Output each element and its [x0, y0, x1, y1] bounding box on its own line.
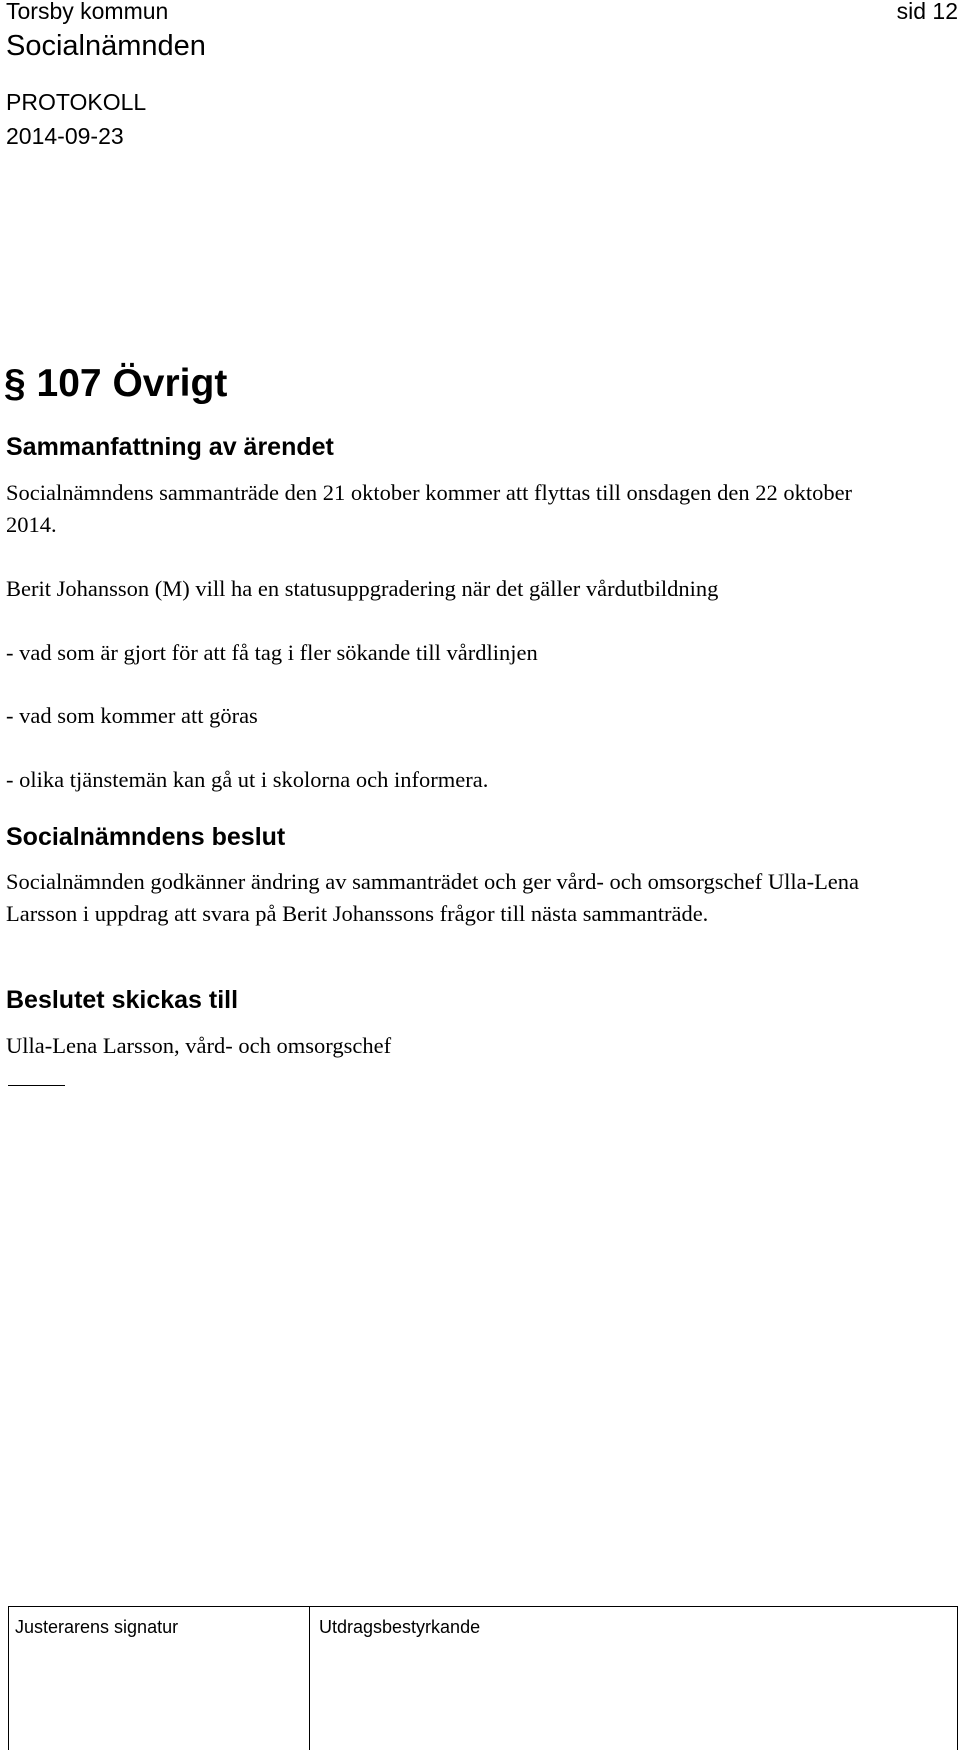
summary-paragraph: Socialnämndens sammanträde den 21 oktober kommer att flyttas till onsdagen den 22 oktober 2014. [6, 480, 853, 537]
signature-divider [309, 1607, 310, 1750]
signature-label: Justerarens signatur [15, 1617, 179, 1637]
paragraph-symbol: § [4, 362, 26, 405]
decision-text: Socialnämnden godkänner ändring av sammanträdet och ger vård- och omsorgschef Ulla-Lena Larsson i uppdrag att svara på Berit Johanssons frågor till nästa sammanträde. [6, 869, 860, 926]
document-date: 2014-09-23 [6, 123, 124, 149]
certification-label: Utdragsbestyrkande [319, 1617, 481, 1637]
document-type: PROTOKOLL [6, 89, 147, 115]
section-title-text: 107 Övrigt [36, 362, 228, 405]
page-number: sid 12 [896, 0, 958, 24]
sent-to-heading: Beslutet skickas till [6, 986, 239, 1014]
summary-list-item: - vad som är gjort för att få tag i fler sökande till vårdlinjen [6, 640, 538, 665]
committee-name: Socialnämnden [6, 30, 206, 62]
decision-heading: Socialnämndens beslut [6, 823, 286, 851]
summary-list-item: - vad som kommer att göras [6, 703, 258, 728]
end-rule [8, 1085, 65, 1086]
signature-box [8, 1606, 958, 1750]
summary-list-item: - olika tjänstemän kan gå ut i skolorna och informera. [6, 767, 489, 792]
summary-heading: Sammanfattning av ärendet [6, 433, 334, 461]
sent-to-text: Ulla-Lena Larsson, vård- och omsorgschef [6, 1033, 392, 1058]
section-title [4, 362, 227, 406]
summary-paragraph: Berit Johansson (M) vill ha en statusuppgradering när det gäller vårdutbildning [6, 576, 719, 601]
organization-name: Torsby kommun [6, 0, 169, 24]
